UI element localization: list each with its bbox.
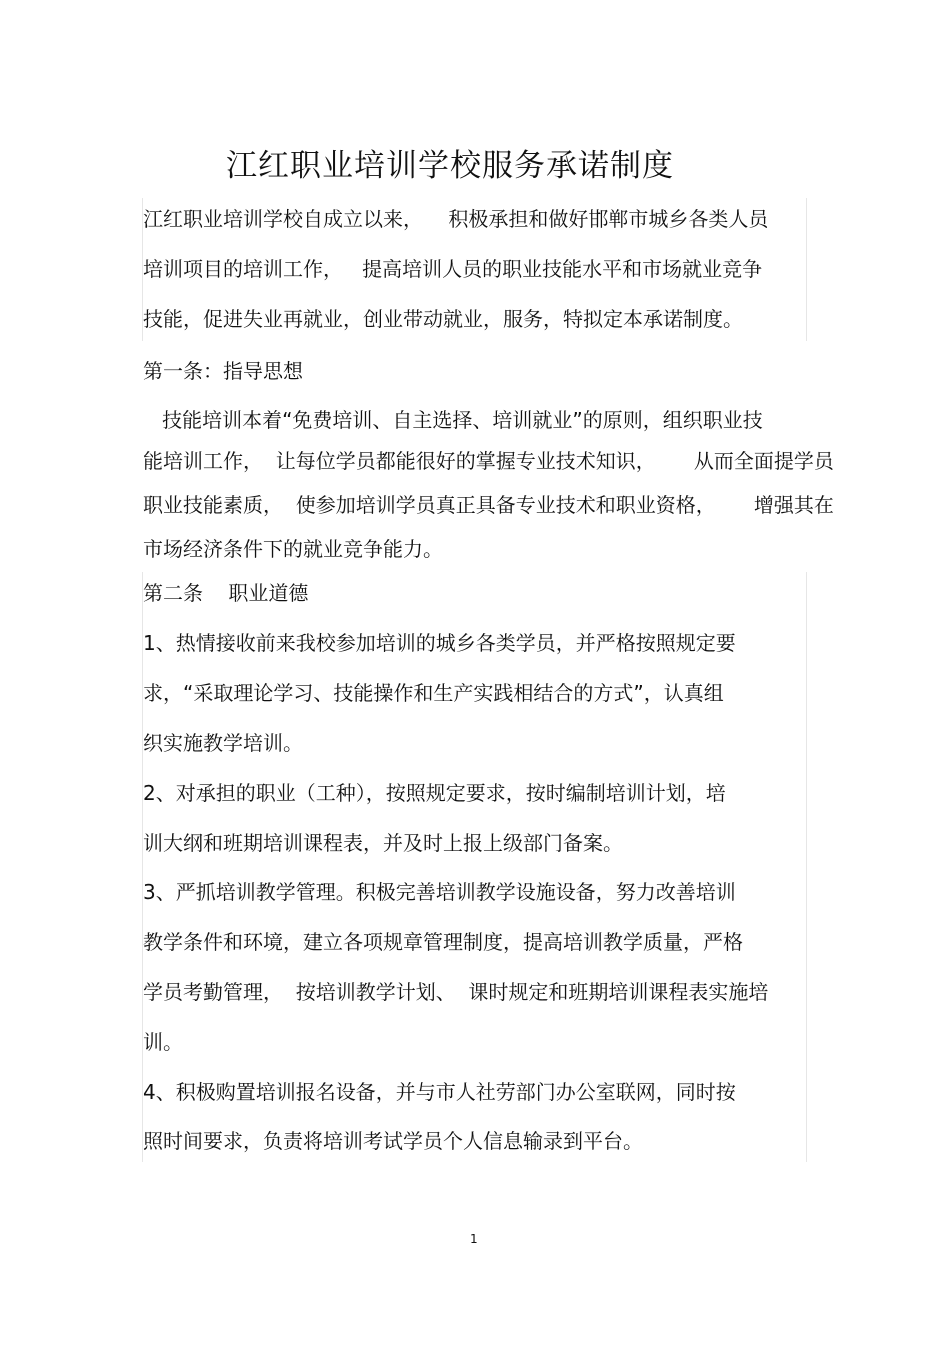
border-left-bottom (142, 572, 143, 1162)
article2-item1-line: 求，“采取理论学习、技能操作和生产实践相结合的方式”，认真组 (143, 681, 724, 705)
article1-line: 职业技能素质， 使参加培训学员真正具备专业技术和职业资格， 增强其在 (143, 493, 834, 517)
article2-item2-line: 训大纲和班期培训课程表，并及时上报上级部门备案。 (143, 831, 623, 855)
border-right-bottom (806, 572, 807, 1162)
article2-item2-line: 2、对承担的职业（工种），按照规定要求，按时编制培训计划，培 (143, 781, 726, 805)
article2-item4-line: 照时间要求，负责将培训考试学员个人信息输录到平台。 (143, 1129, 643, 1153)
article2-item3-line: 教学条件和环境，建立各项规章管理制度，提高培训教学质量，严格 (143, 930, 743, 954)
article2-item4-line: 4、积极购置培训报名设备，并与市人社劳部门办公室联网，同时按 (143, 1080, 736, 1104)
article2-item1-line: 1、热情接收前来我校参加培训的城乡各类学员，并严格按照规定要 (143, 631, 736, 655)
document-title: 江红职业培训学校服务承诺制度 (226, 148, 674, 184)
article1-line: 能培训工作， 让每位学员都能很好的掌握专业技术知识， 从而全面提学员 (143, 449, 834, 473)
article1-line: 市场经济条件下的就业竞争能力。 (143, 537, 443, 561)
article1-heading: 第一条：指导思想 (143, 359, 303, 383)
article2-heading: 第二条 职业道德 (143, 581, 309, 605)
article2-item3-line: 3、严抓培训教学管理。积极完善培训教学设施设备，努力改善培训 (143, 880, 736, 904)
article1-line: 技能培训本着“免费培训、自主选择、培训就业”的原则，组织职业技 (143, 408, 763, 432)
article2-item3-line: 学员考勤管理， 按培训教学计划、 课时规定和班期培训课程表实施培 (143, 980, 769, 1004)
border-right-top (806, 198, 807, 341)
intro-line: 技能，促进失业再就业，创业带动就业，服务，特拟定本承诺制度。 (143, 307, 743, 331)
intro-line: 培训项目的培训工作， 提高培训人员的职业技能水平和市场就业竞争 (143, 257, 763, 281)
article2-item1-line: 织实施教学培训。 (143, 731, 303, 755)
article2-item3-line: 训。 (143, 1030, 183, 1054)
intro-line: 江红职业培训学校自成立以来， 积极承担和做好邯郸市城乡各类人员 (143, 207, 769, 231)
page-number: 1 (470, 1232, 478, 1246)
